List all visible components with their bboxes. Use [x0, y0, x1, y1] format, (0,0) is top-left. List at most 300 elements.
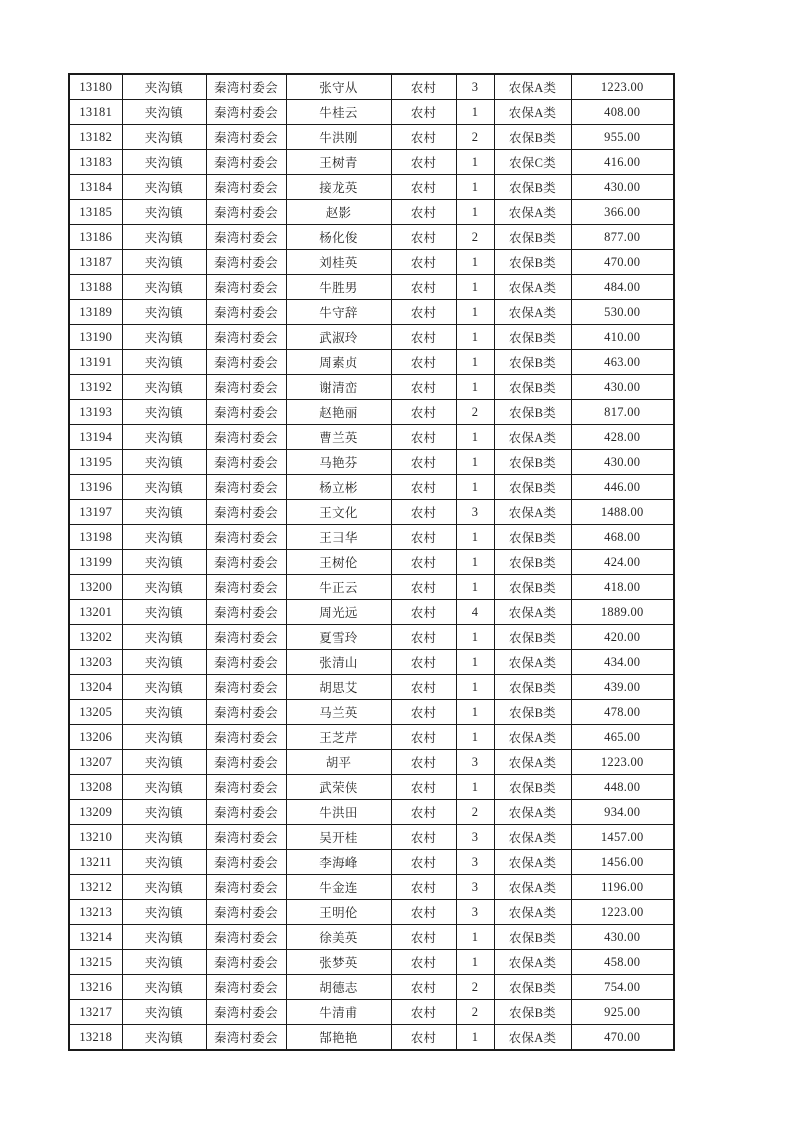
cell-residence-type: 农村: [391, 74, 456, 100]
table-row: [69, 800, 674, 825]
cell-village: 秦湾村委会: [206, 525, 286, 550]
cell-amount: 430.00: [571, 375, 674, 400]
cell-amount: 416.00: [571, 150, 674, 175]
cell-record-id: 13214: [69, 925, 122, 950]
table-row: [69, 325, 674, 350]
cell-village: 秦湾村委会: [206, 175, 286, 200]
table-row: [69, 850, 674, 875]
cell-record-id: 13189: [69, 300, 122, 325]
cell-person-count: 3: [456, 750, 494, 775]
cell-residence-type: 农村: [391, 250, 456, 275]
cell-village: 秦湾村委会: [206, 875, 286, 900]
cell-person-name: 马艳芬: [286, 450, 391, 475]
cell-residence-type: 农村: [391, 625, 456, 650]
cell-residence-type: 农村: [391, 950, 456, 975]
cell-person-name: 杨立彬: [286, 475, 391, 500]
cell-insurance-category: 农保A类: [494, 200, 571, 225]
cell-person-name: 马兰英: [286, 700, 391, 725]
cell-person-count: 1: [456, 175, 494, 200]
cell-village: 秦湾村委会: [206, 1000, 286, 1025]
cell-amount: 430.00: [571, 175, 674, 200]
cell-person-count: 4: [456, 600, 494, 625]
cell-insurance-category: 农保A类: [494, 725, 571, 750]
cell-residence-type: 农村: [391, 700, 456, 725]
cell-amount: 754.00: [571, 975, 674, 1000]
cell-person-count: 1: [456, 200, 494, 225]
cell-person-count: 1: [456, 775, 494, 800]
cell-village: 秦湾村委会: [206, 125, 286, 150]
table-row: [69, 650, 674, 675]
cell-village: 秦湾村委会: [206, 825, 286, 850]
cell-town: 夹沟镇: [122, 450, 206, 475]
table-row: [69, 1000, 674, 1025]
cell-insurance-category: 农保A类: [494, 950, 571, 975]
table-row: [69, 775, 674, 800]
cell-insurance-category: 农保A类: [494, 275, 571, 300]
cell-person-count: 3: [456, 825, 494, 850]
cell-person-count: 3: [456, 850, 494, 875]
cell-person-count: 3: [456, 875, 494, 900]
cell-village: 秦湾村委会: [206, 675, 286, 700]
cell-village: 秦湾村委会: [206, 400, 286, 425]
cell-residence-type: 农村: [391, 200, 456, 225]
cell-record-id: 13218: [69, 1025, 122, 1051]
cell-village: 秦湾村委会: [206, 350, 286, 375]
cell-insurance-category: 农保B类: [494, 125, 571, 150]
cell-record-id: 13213: [69, 900, 122, 925]
table-row: [69, 150, 674, 175]
cell-insurance-category: 农保B类: [494, 675, 571, 700]
cell-record-id: 13212: [69, 875, 122, 900]
cell-person-name: 杨化俊: [286, 225, 391, 250]
cell-amount: 1889.00: [571, 600, 674, 625]
cell-person-count: 1: [456, 300, 494, 325]
cell-person-count: 1: [456, 475, 494, 500]
cell-person-count: 1: [456, 575, 494, 600]
cell-village: 秦湾村委会: [206, 100, 286, 125]
cell-village: 秦湾村委会: [206, 225, 286, 250]
cell-village: 秦湾村委会: [206, 575, 286, 600]
cell-person-name: 牛洪田: [286, 800, 391, 825]
cell-town: 夹沟镇: [122, 700, 206, 725]
cell-town: 夹沟镇: [122, 600, 206, 625]
cell-residence-type: 农村: [391, 175, 456, 200]
cell-town: 夹沟镇: [122, 975, 206, 1000]
cell-insurance-category: 农保B类: [494, 775, 571, 800]
cell-town: 夹沟镇: [122, 925, 206, 950]
cell-person-name: 张守从: [286, 74, 391, 100]
cell-record-id: 13215: [69, 950, 122, 975]
table-row: [69, 250, 674, 275]
cell-town: 夹沟镇: [122, 775, 206, 800]
cell-record-id: 13185: [69, 200, 122, 225]
cell-residence-type: 农村: [391, 1025, 456, 1051]
cell-insurance-category: 农保B类: [494, 325, 571, 350]
cell-amount: 430.00: [571, 925, 674, 950]
cell-person-name: 武荣侠: [286, 775, 391, 800]
cell-insurance-category: 农保A类: [494, 74, 571, 100]
cell-person-count: 3: [456, 500, 494, 525]
cell-record-id: 13188: [69, 275, 122, 300]
table-row: [69, 450, 674, 475]
cell-record-id: 13200: [69, 575, 122, 600]
cell-record-id: 13208: [69, 775, 122, 800]
table-row: [69, 225, 674, 250]
cell-person-name: 徐美英: [286, 925, 391, 950]
cell-insurance-category: 农保A类: [494, 425, 571, 450]
cell-residence-type: 农村: [391, 650, 456, 675]
cell-residence-type: 农村: [391, 800, 456, 825]
cell-town: 夹沟镇: [122, 375, 206, 400]
cell-person-count: 2: [456, 225, 494, 250]
cell-person-count: 1: [456, 375, 494, 400]
cell-insurance-category: 农保A类: [494, 825, 571, 850]
cell-village: 秦湾村委会: [206, 500, 286, 525]
cell-person-name: 王芝芹: [286, 725, 391, 750]
cell-person-count: 1: [456, 550, 494, 575]
cell-person-name: 赵影: [286, 200, 391, 225]
cell-town: 夹沟镇: [122, 275, 206, 300]
table-row: [69, 975, 674, 1000]
table-row: [69, 950, 674, 975]
cell-insurance-category: 农保A类: [494, 500, 571, 525]
cell-residence-type: 农村: [391, 825, 456, 850]
cell-insurance-category: 农保B类: [494, 575, 571, 600]
table-row: [69, 525, 674, 550]
cell-person-name: 夏雪玲: [286, 625, 391, 650]
cell-person-name: 王彐华: [286, 525, 391, 550]
cell-record-id: 13216: [69, 975, 122, 1000]
cell-residence-type: 农村: [391, 875, 456, 900]
cell-town: 夹沟镇: [122, 575, 206, 600]
cell-village: 秦湾村委会: [206, 650, 286, 675]
cell-person-name: 牛正云: [286, 575, 391, 600]
cell-record-id: 13190: [69, 325, 122, 350]
cell-town: 夹沟镇: [122, 550, 206, 575]
cell-town: 夹沟镇: [122, 1025, 206, 1051]
cell-amount: 468.00: [571, 525, 674, 550]
cell-person-count: 1: [456, 350, 494, 375]
cell-town: 夹沟镇: [122, 425, 206, 450]
cell-record-id: 13195: [69, 450, 122, 475]
cell-town: 夹沟镇: [122, 750, 206, 775]
records-table: [68, 73, 675, 1051]
cell-amount: 484.00: [571, 275, 674, 300]
cell-town: 夹沟镇: [122, 525, 206, 550]
table-row: [69, 275, 674, 300]
cell-person-count: 1: [456, 250, 494, 275]
cell-person-name: 胡平: [286, 750, 391, 775]
cell-village: 秦湾村委会: [206, 625, 286, 650]
cell-amount: 1223.00: [571, 750, 674, 775]
table-row: [69, 375, 674, 400]
cell-town: 夹沟镇: [122, 200, 206, 225]
cell-insurance-category: 农保B类: [494, 475, 571, 500]
cell-insurance-category: 农保B类: [494, 250, 571, 275]
cell-record-id: 13183: [69, 150, 122, 175]
cell-village: 秦湾村委会: [206, 975, 286, 1000]
table-row: [69, 700, 674, 725]
cell-amount: 434.00: [571, 650, 674, 675]
cell-residence-type: 农村: [391, 725, 456, 750]
cell-village: 秦湾村委会: [206, 450, 286, 475]
cell-residence-type: 农村: [391, 525, 456, 550]
cell-person-count: 1: [456, 650, 494, 675]
cell-residence-type: 农村: [391, 600, 456, 625]
table-row: [69, 475, 674, 500]
cell-amount: 439.00: [571, 675, 674, 700]
cell-amount: 424.00: [571, 550, 674, 575]
cell-insurance-category: 农保A类: [494, 800, 571, 825]
cell-amount: 470.00: [571, 1025, 674, 1051]
table-row: [69, 200, 674, 225]
cell-person-count: 3: [456, 74, 494, 100]
cell-town: 夹沟镇: [122, 175, 206, 200]
cell-village: 秦湾村委会: [206, 74, 286, 100]
cell-village: 秦湾村委会: [206, 550, 286, 575]
cell-town: 夹沟镇: [122, 725, 206, 750]
cell-town: 夹沟镇: [122, 475, 206, 500]
table-row: [69, 900, 674, 925]
cell-person-name: 谢清峦: [286, 375, 391, 400]
cell-record-id: 13217: [69, 1000, 122, 1025]
cell-person-name: 武淑玲: [286, 325, 391, 350]
cell-amount: 877.00: [571, 225, 674, 250]
cell-town: 夹沟镇: [122, 74, 206, 100]
cell-record-id: 13184: [69, 175, 122, 200]
cell-town: 夹沟镇: [122, 150, 206, 175]
cell-person-count: 1: [456, 625, 494, 650]
cell-village: 秦湾村委会: [206, 775, 286, 800]
cell-record-id: 13180: [69, 74, 122, 100]
cell-person-count: 1: [456, 725, 494, 750]
cell-amount: 817.00: [571, 400, 674, 425]
cell-record-id: 13201: [69, 600, 122, 625]
cell-residence-type: 农村: [391, 975, 456, 1000]
table-row: [69, 350, 674, 375]
cell-person-name: 牛胜男: [286, 275, 391, 300]
cell-town: 夹沟镇: [122, 100, 206, 125]
cell-town: 夹沟镇: [122, 250, 206, 275]
cell-person-name: 胡德志: [286, 975, 391, 1000]
cell-insurance-category: 农保A类: [494, 1025, 571, 1051]
cell-amount: 465.00: [571, 725, 674, 750]
cell-residence-type: 农村: [391, 100, 456, 125]
cell-person-count: 3: [456, 900, 494, 925]
cell-person-count: 1: [456, 450, 494, 475]
cell-insurance-category: 农保B类: [494, 525, 571, 550]
cell-village: 秦湾村委会: [206, 375, 286, 400]
cell-insurance-category: 农保A类: [494, 650, 571, 675]
cell-amount: 418.00: [571, 575, 674, 600]
cell-residence-type: 农村: [391, 150, 456, 175]
table-row: [69, 625, 674, 650]
cell-person-count: 2: [456, 975, 494, 1000]
table-row: [69, 100, 674, 125]
cell-person-name: 王树青: [286, 150, 391, 175]
cell-residence-type: 农村: [391, 475, 456, 500]
cell-residence-type: 农村: [391, 925, 456, 950]
cell-village: 秦湾村委会: [206, 425, 286, 450]
cell-person-name: 张清山: [286, 650, 391, 675]
cell-insurance-category: 农保B类: [494, 350, 571, 375]
cell-amount: 463.00: [571, 350, 674, 375]
cell-amount: 1196.00: [571, 875, 674, 900]
cell-insurance-category: 农保B类: [494, 550, 571, 575]
cell-person-count: 1: [456, 325, 494, 350]
cell-insurance-category: 农保B类: [494, 700, 571, 725]
cell-town: 夹沟镇: [122, 950, 206, 975]
cell-insurance-category: 农保B类: [494, 175, 571, 200]
table-row: [69, 74, 674, 100]
cell-village: 秦湾村委会: [206, 150, 286, 175]
cell-residence-type: 农村: [391, 225, 456, 250]
cell-amount: 458.00: [571, 950, 674, 975]
cell-person-name: 郜艳艳: [286, 1025, 391, 1051]
cell-amount: 925.00: [571, 1000, 674, 1025]
cell-record-id: 13203: [69, 650, 122, 675]
cell-insurance-category: 农保A类: [494, 300, 571, 325]
cell-residence-type: 农村: [391, 675, 456, 700]
cell-residence-type: 农村: [391, 350, 456, 375]
cell-village: 秦湾村委会: [206, 800, 286, 825]
table-row: [69, 575, 674, 600]
records-table-body: [69, 74, 674, 1050]
cell-village: 秦湾村委会: [206, 850, 286, 875]
cell-person-count: 1: [456, 1025, 494, 1051]
cell-person-name: 刘桂英: [286, 250, 391, 275]
cell-town: 夹沟镇: [122, 1000, 206, 1025]
cell-village: 秦湾村委会: [206, 925, 286, 950]
cell-town: 夹沟镇: [122, 400, 206, 425]
cell-insurance-category: 农保A类: [494, 600, 571, 625]
cell-residence-type: 农村: [391, 275, 456, 300]
cell-insurance-category: 农保A类: [494, 875, 571, 900]
cell-person-name: 王树伦: [286, 550, 391, 575]
cell-village: 秦湾村委会: [206, 300, 286, 325]
cell-residence-type: 农村: [391, 750, 456, 775]
cell-person-count: 1: [456, 275, 494, 300]
cell-person-name: 牛守辞: [286, 300, 391, 325]
cell-record-id: 13209: [69, 800, 122, 825]
table-row: [69, 300, 674, 325]
cell-village: 秦湾村委会: [206, 750, 286, 775]
table-row: [69, 400, 674, 425]
cell-village: 秦湾村委会: [206, 900, 286, 925]
cell-residence-type: 农村: [391, 125, 456, 150]
cell-residence-type: 农村: [391, 375, 456, 400]
cell-residence-type: 农村: [391, 575, 456, 600]
cell-amount: 1456.00: [571, 850, 674, 875]
cell-amount: 955.00: [571, 125, 674, 150]
cell-town: 夹沟镇: [122, 500, 206, 525]
cell-residence-type: 农村: [391, 500, 456, 525]
cell-residence-type: 农村: [391, 450, 456, 475]
cell-town: 夹沟镇: [122, 625, 206, 650]
cell-record-id: 13211: [69, 850, 122, 875]
cell-insurance-category: 农保C类: [494, 150, 571, 175]
cell-person-count: 2: [456, 125, 494, 150]
cell-record-id: 13202: [69, 625, 122, 650]
cell-town: 夹沟镇: [122, 850, 206, 875]
cell-person-name: 接龙英: [286, 175, 391, 200]
cell-amount: 446.00: [571, 475, 674, 500]
table-row: [69, 600, 674, 625]
table-row: [69, 125, 674, 150]
cell-record-id: 13205: [69, 700, 122, 725]
cell-record-id: 13194: [69, 425, 122, 450]
cell-town: 夹沟镇: [122, 825, 206, 850]
cell-town: 夹沟镇: [122, 325, 206, 350]
cell-amount: 408.00: [571, 100, 674, 125]
cell-record-id: 13186: [69, 225, 122, 250]
cell-record-id: 13196: [69, 475, 122, 500]
cell-residence-type: 农村: [391, 300, 456, 325]
cell-amount: 934.00: [571, 800, 674, 825]
cell-amount: 366.00: [571, 200, 674, 225]
cell-person-count: 2: [456, 1000, 494, 1025]
cell-person-count: 1: [456, 950, 494, 975]
table-row: [69, 1025, 674, 1051]
cell-amount: 430.00: [571, 450, 674, 475]
cell-town: 夹沟镇: [122, 800, 206, 825]
cell-person-name: 牛金连: [286, 875, 391, 900]
cell-insurance-category: 农保B类: [494, 1000, 571, 1025]
cell-village: 秦湾村委会: [206, 600, 286, 625]
cell-record-id: 13187: [69, 250, 122, 275]
cell-town: 夹沟镇: [122, 875, 206, 900]
table-row: [69, 675, 674, 700]
cell-amount: 1223.00: [571, 74, 674, 100]
cell-person-count: 1: [456, 425, 494, 450]
cell-village: 秦湾村委会: [206, 475, 286, 500]
cell-amount: 428.00: [571, 425, 674, 450]
cell-residence-type: 农村: [391, 900, 456, 925]
cell-amount: 530.00: [571, 300, 674, 325]
cell-record-id: 13198: [69, 525, 122, 550]
cell-insurance-category: 农保A类: [494, 900, 571, 925]
cell-record-id: 13182: [69, 125, 122, 150]
cell-person-name: 周光远: [286, 600, 391, 625]
cell-village: 秦湾村委会: [206, 325, 286, 350]
cell-insurance-category: 农保B类: [494, 400, 571, 425]
table-row: [69, 725, 674, 750]
cell-person-count: 2: [456, 800, 494, 825]
cell-amount: 470.00: [571, 250, 674, 275]
cell-person-name: 赵艳丽: [286, 400, 391, 425]
cell-town: 夹沟镇: [122, 125, 206, 150]
cell-person-name: 曹兰英: [286, 425, 391, 450]
cell-insurance-category: 农保B类: [494, 925, 571, 950]
cell-record-id: 13192: [69, 375, 122, 400]
cell-insurance-category: 农保A类: [494, 750, 571, 775]
cell-person-count: 1: [456, 700, 494, 725]
cell-village: 秦湾村委会: [206, 250, 286, 275]
cell-insurance-category: 农保A类: [494, 100, 571, 125]
cell-town: 夹沟镇: [122, 900, 206, 925]
cell-village: 秦湾村委会: [206, 200, 286, 225]
cell-town: 夹沟镇: [122, 650, 206, 675]
cell-insurance-category: 农保B类: [494, 450, 571, 475]
cell-record-id: 13181: [69, 100, 122, 125]
cell-residence-type: 农村: [391, 400, 456, 425]
cell-village: 秦湾村委会: [206, 700, 286, 725]
cell-village: 秦湾村委会: [206, 275, 286, 300]
cell-amount: 1223.00: [571, 900, 674, 925]
cell-person-count: 2: [456, 400, 494, 425]
cell-record-id: 13199: [69, 550, 122, 575]
cell-residence-type: 农村: [391, 775, 456, 800]
